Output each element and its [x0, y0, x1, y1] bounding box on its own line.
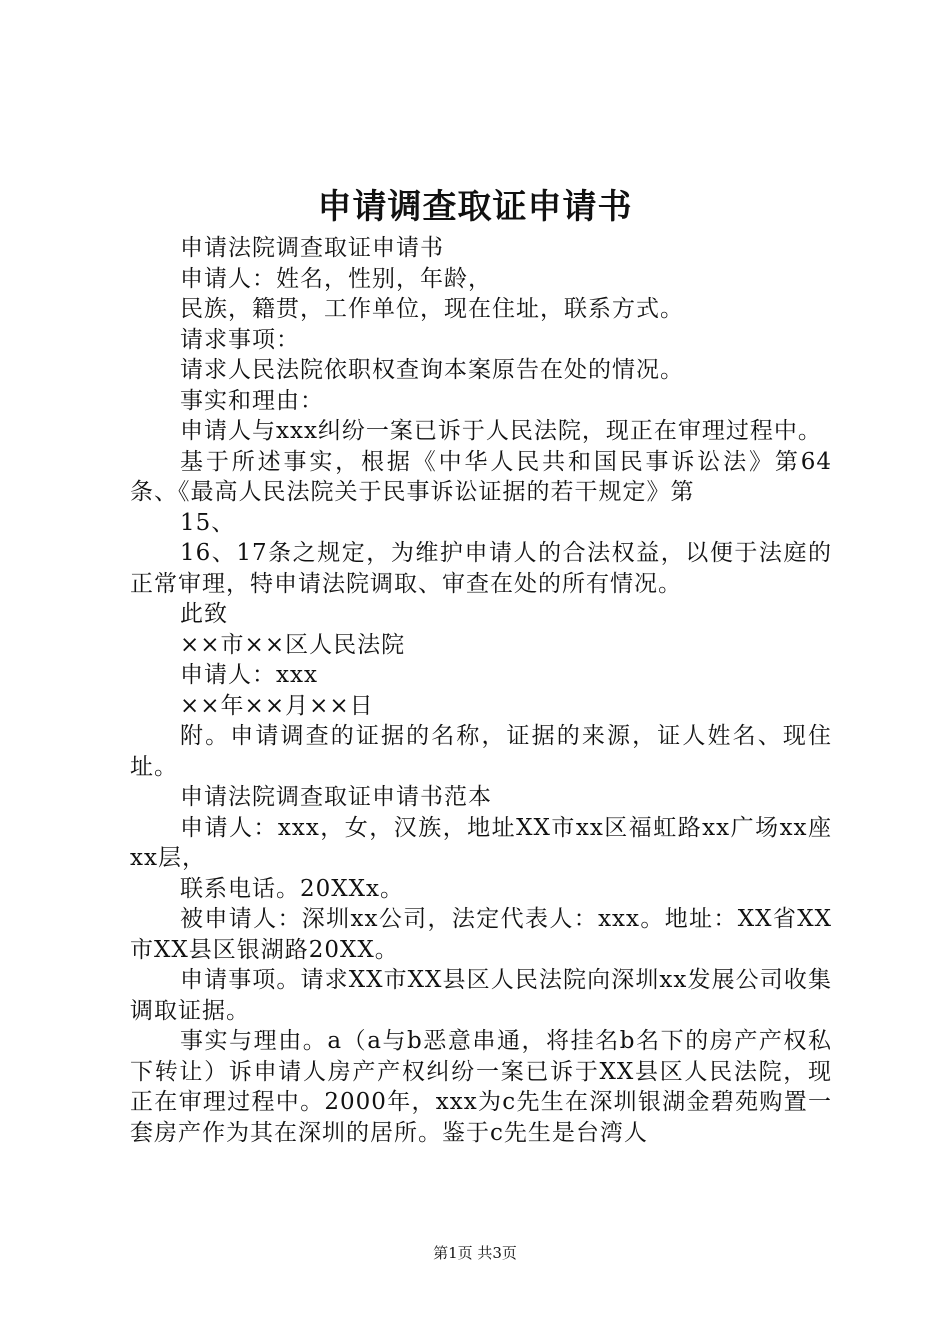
- paragraph: 15、: [180, 509, 236, 536]
- paragraph: 请求人民法院依职权查询本案原告在处的情况。: [180, 357, 684, 383]
- paragraph: 请求事项：: [180, 326, 300, 353]
- paragraph: 申请人与xxx纠纷一案已诉于人民法院，现正在审理过程中。: [180, 418, 822, 444]
- paragraph: 事实和理由：: [180, 387, 324, 414]
- paragraph: 申请人：xxx，女，汉族，地址XX市xx区福虹路xx广场xx座xx层，: [130, 814, 832, 871]
- paragraph: 16、17条之规定，为维护申请人的合法权益，以便于法庭的正常审理，特申请法院调取、审查在处的所有情况。: [130, 540, 832, 597]
- paragraph: 民族，籍贯，工作单位，现在住址，联系方式。: [180, 296, 684, 322]
- paragraph: 申请法院调查取证申请书: [180, 235, 444, 261]
- document-body: [130, 233, 832, 1148]
- paragraph: 事实与理由。a（a与b恶意串通，将挂名b名下的房产产权私下转让）诉申请人房产产权纠纷一案已诉于XX县区人民法院，现正在审理过程中。2000年，xxx为c先生在深圳银湖金碧苑购置一套房产作为其在深圳的居所。鉴于c先生是台湾人: [130, 1028, 832, 1146]
- paragraph: ××市××区人民法院: [180, 631, 406, 658]
- paragraph: 被申请人：深圳xx公司，法定代表人：xxx。地址：XX省XX市XX县区银湖路20XX。: [130, 906, 832, 963]
- paragraph: 申请事项。请求XX市XX县区人民法院向深圳xx发展公司收集调取证据。: [130, 967, 832, 1024]
- paragraph: 联系电话。20XXx。: [180, 875, 404, 902]
- paragraph: 申请人：姓名，性别，年龄，: [180, 265, 492, 292]
- paragraph: 申请法院调查取证申请书范本: [180, 784, 492, 810]
- document-title: 申请调查取证申请书: [317, 187, 633, 227]
- paragraph: 此致: [180, 601, 228, 627]
- paragraph: 基于所述事实，根据《中华人民共和国民事诉讼法》第64条、《最高人民法院关于民事诉讼证据的若干规定》第: [130, 448, 832, 505]
- paragraph: 附。申请调查的证据的名称，证据的来源，证人姓名、现住址。: [130, 723, 832, 780]
- page-number-footer: 第1页 共3页: [433, 1244, 517, 1262]
- paragraph: 申请人：xxx: [180, 662, 318, 688]
- paragraph: ××年××月××日: [180, 692, 374, 719]
